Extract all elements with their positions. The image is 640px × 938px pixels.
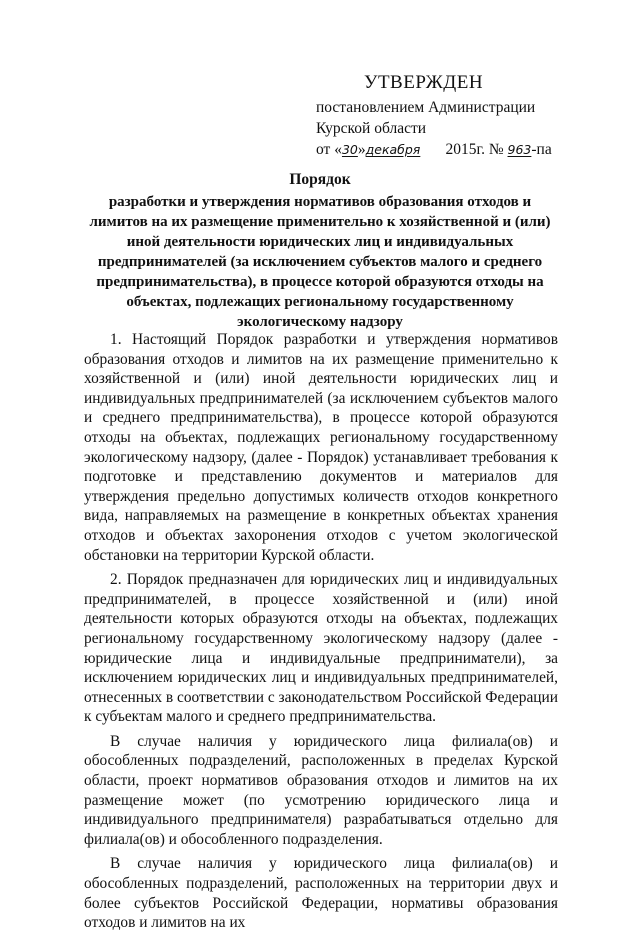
approval-title: УТВЕРЖДЕН xyxy=(364,72,484,93)
approval-date-line xyxy=(316,139,606,160)
paragraph-3: В случае наличия у юридического лица филиала(ов) и обособленных подразделений, расположенных в пределах Курской области, проект нормативов образования отходов и лимитов на их размещение может (по усмотрению юридического лица и индивидуального предпринимателя) разрабатываться отдельно для филиала(ов) и обособленного подразделения. xyxy=(84,732,558,848)
heading-title: Порядок xyxy=(289,171,351,188)
date-prefix: от « xyxy=(316,141,342,158)
date-month: декабря xyxy=(365,142,421,157)
paragraph-4: В случае наличия у юридического лица филиала(ов) и обособленных подразделений, расположенных на территории двух и более субъектов Российской Федерации, нормативы образования отходов и лимитов на их xyxy=(84,855,558,932)
date-day: 30 xyxy=(341,142,358,157)
approval-line-2: Курской области xyxy=(316,120,427,137)
approval-block xyxy=(316,72,606,160)
decree-number-suffix: -па xyxy=(531,141,552,158)
paragraph-1: 1. Настоящий Порядок разработки и утверждения нормативов образования отходов и лимитов на их размещение применительно к хозяйственной и (или) иной деятельности юридических лиц и индивидуальных предпринимателей (за исключением субъектов малого и среднего предпринимательства), в процессе которой образуются отходы на объектах, подлежащих региональному государственному экологическому надзору, (далее - Порядок) устанавливает требования к подготовке и представлению документов и материалов для утверждения предельно допустимых количеств отходов конкретного вида, направляемых на размещение в конкретных объектах хранения отходов и объектах захоронения отходов с учетом экологической обстановки на территории Курской области. xyxy=(84,331,558,564)
heading-subtitle: разработки и утверждения нормативов образования отходов и лимитов на их размещение применительно к хозяйственной и (или) иной деятельности юридических лиц и индивидуальных предпринимателей (за исключением субъектов малого и среднего предпринимательства), в процессе которой образуются отходы на объектах, подлежащих региональному государственному экологическому надзору xyxy=(89,194,551,330)
date-year: 2015г. № xyxy=(445,141,504,158)
approval-line-1: постановлением Администрации xyxy=(316,99,536,116)
document-heading xyxy=(82,170,558,332)
decree-number: 963 xyxy=(507,142,532,157)
document-body xyxy=(84,330,558,938)
date-mid: » xyxy=(357,141,366,158)
paragraph-2: 2. Порядок предназначен для юридических лиц и индивидуальных предпринимателей, в процессе хозяйственной и (или) иной деятельности которых образуются отходы на объектах, подлежащих региональному государственному экологическому надзору (далее - юридические лица и индивидуальные предприниматели), за исключением юридических лиц и индивидуальных предпринимателей, отнесенных в соответствии с законодательством Российской Федерации к субъектам малого и среднего предпринимательства. xyxy=(84,571,558,726)
